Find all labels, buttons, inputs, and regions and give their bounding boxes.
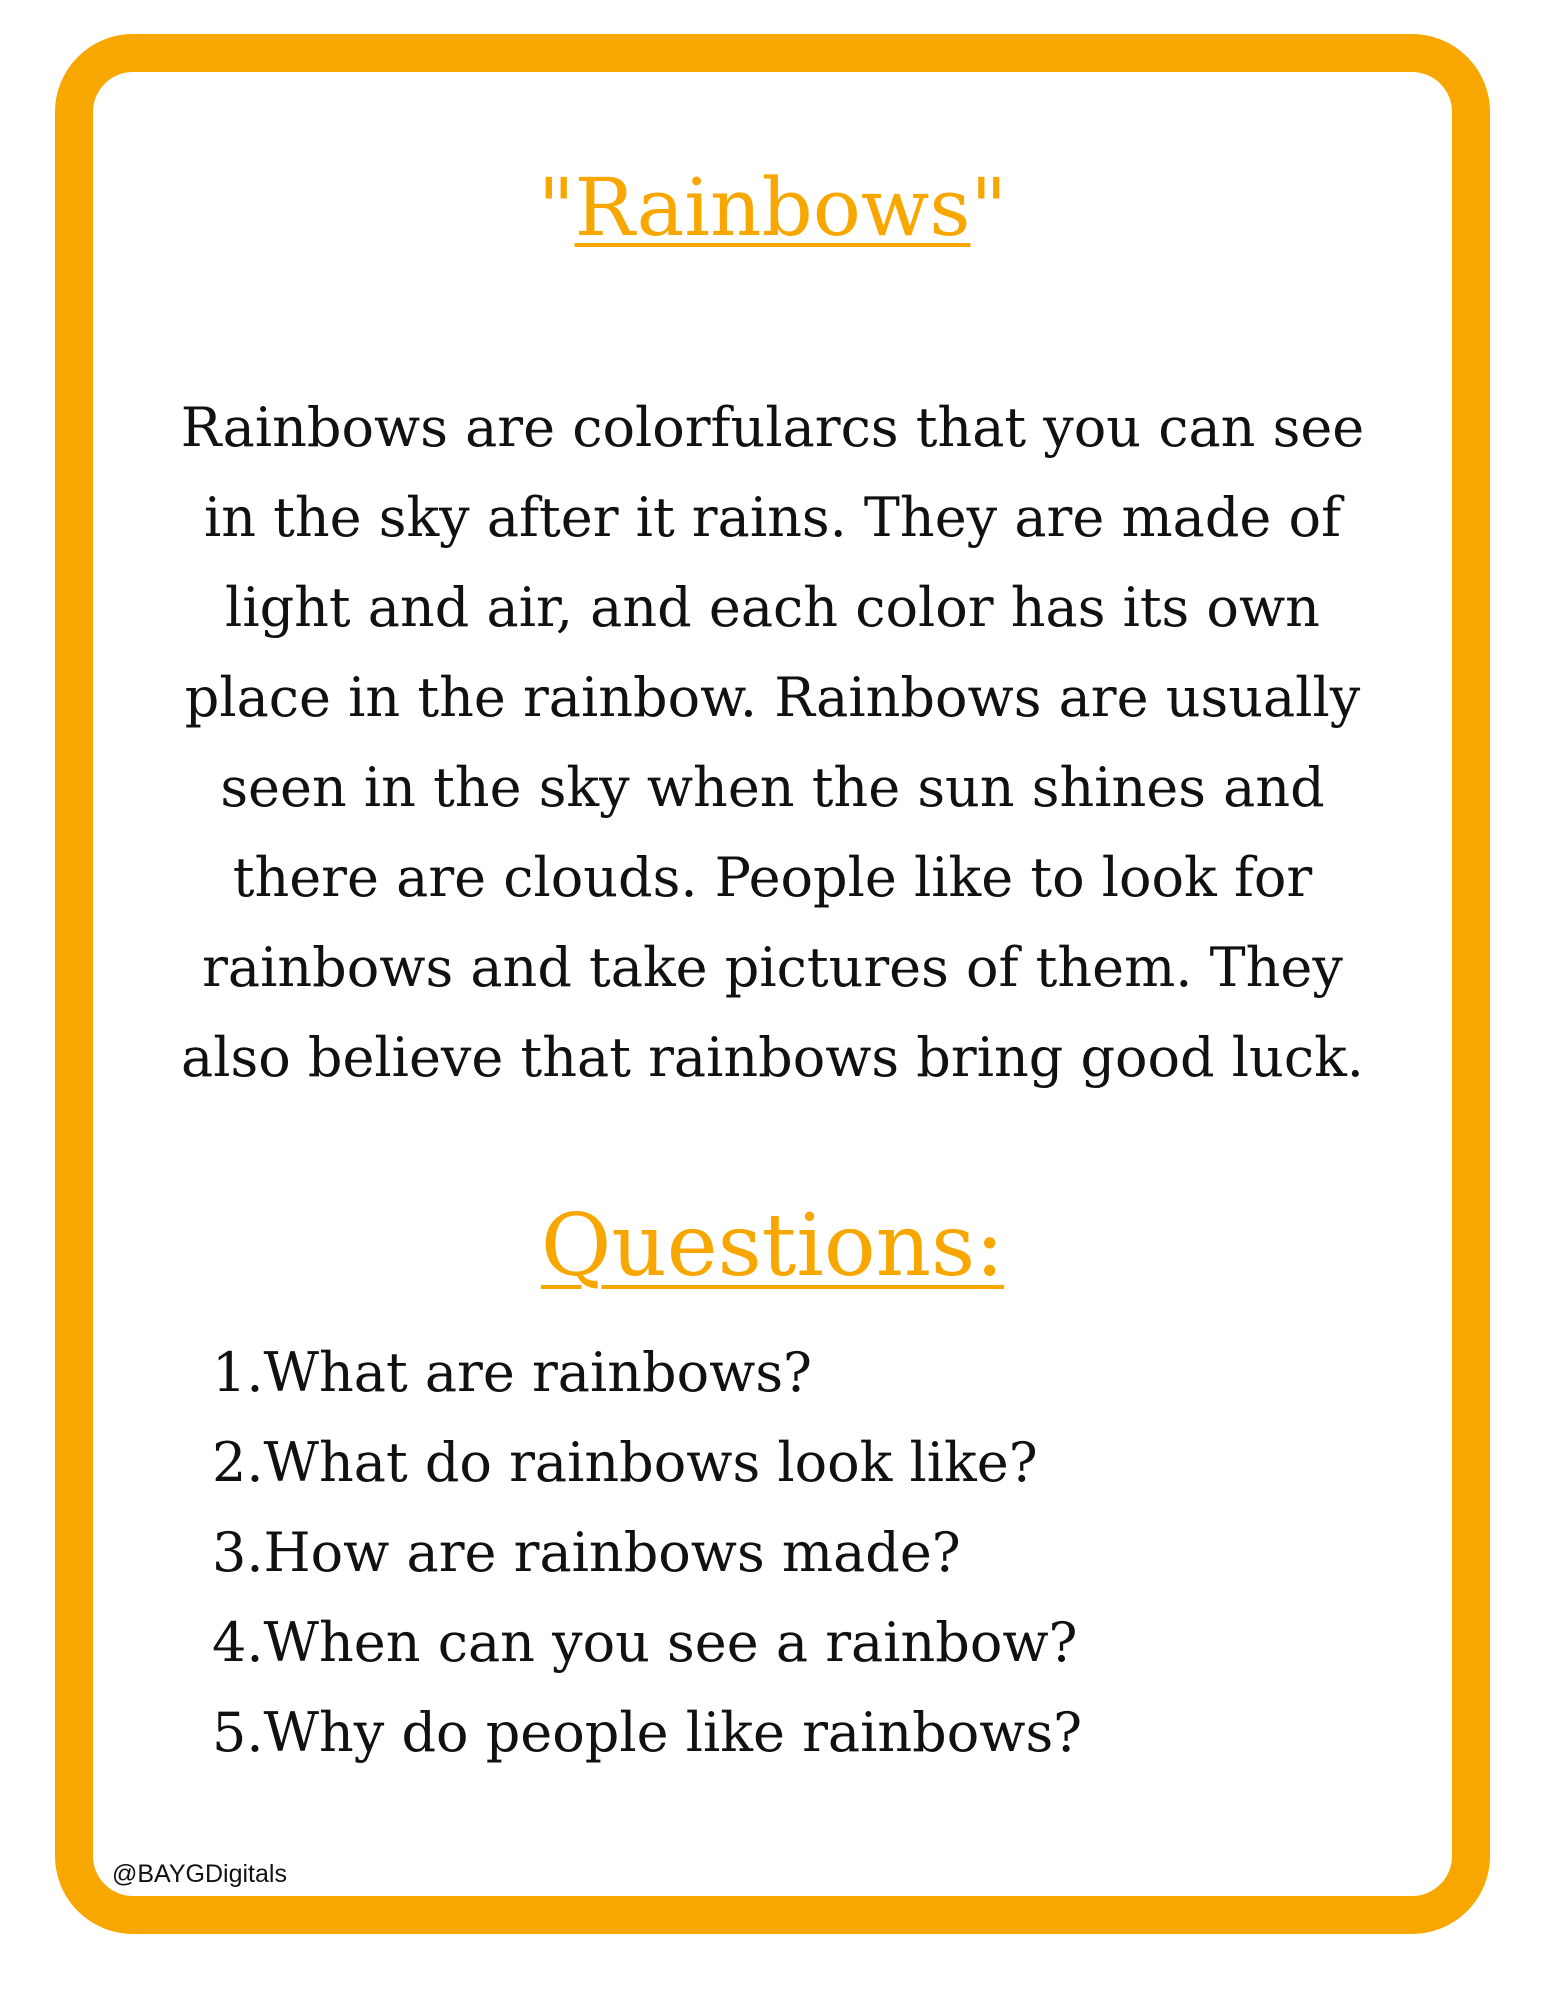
question-item-1: 1.What are rainbows? bbox=[212, 1341, 813, 1404]
questions-heading-text: Questions: bbox=[540, 1196, 1005, 1296]
title-open-quote: " bbox=[537, 161, 575, 254]
questions-heading bbox=[0, 1195, 1545, 1298]
questions-list bbox=[212, 1328, 1082, 1778]
question-item-2: 2.What do rainbows look like? bbox=[212, 1431, 1038, 1494]
title-close-quote: " bbox=[970, 161, 1008, 254]
page-title bbox=[0, 160, 1545, 256]
question-item-4: 4.When can you see a rainbow? bbox=[212, 1611, 1078, 1674]
story-paragraph: Rainbows are colorfularcs that you can see in the sky after it rains. They are made of light and air, and each color has its own place in the rainbow. Rainbows are usually seen in the sky when the sun shines and there are clouds. People like to look for rainbows and take pictures of them. They also believe that rainbows bring good luck. bbox=[180, 396, 1365, 1089]
title-word: Rainbows bbox=[574, 161, 971, 254]
question-item-5: 5.Why do people like rainbows? bbox=[212, 1701, 1083, 1764]
author-credit: @BAYGDigitals bbox=[112, 1860, 287, 1888]
question-item-3: 3.How are rainbows made? bbox=[212, 1521, 961, 1584]
